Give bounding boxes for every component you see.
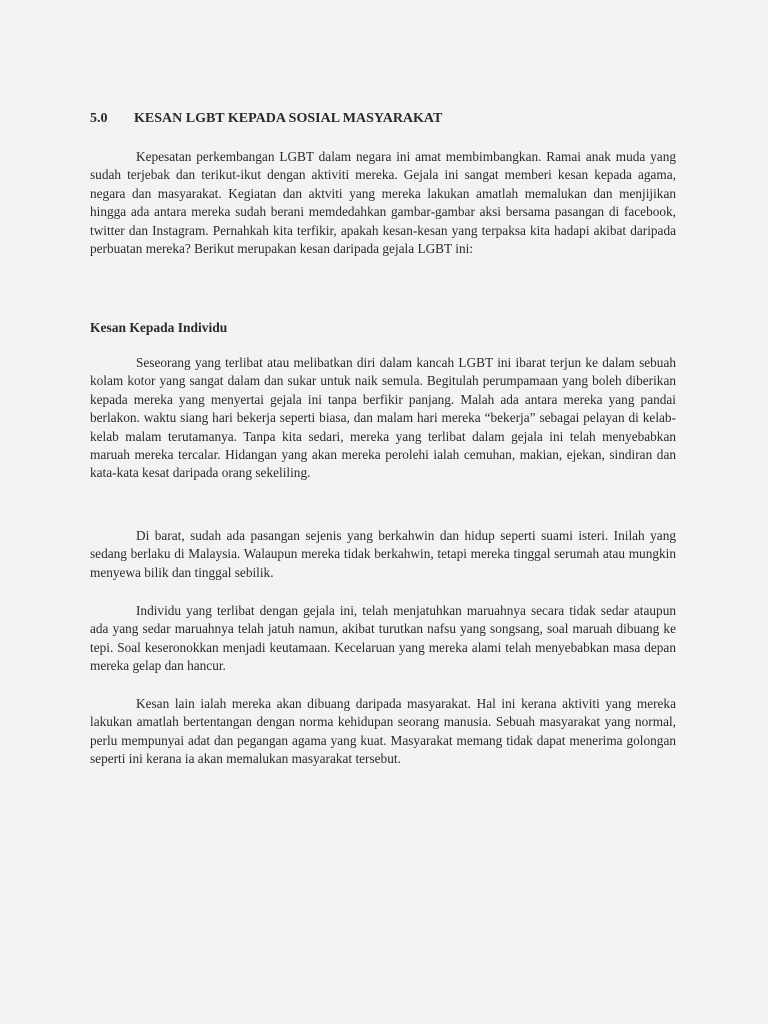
body-paragraph: Seseorang yang terlibat atau melibatkan diri dalam kancah LGBT ini ibarat terjun ke dalam sebuah kolam kotor yang sangat dalam dan sukar untuk naik semula. Begitulah perumpamaan yang boleh diberikan kepada mereka yang menyertai gejala ini tanpa berfikir panjang. Malah ada antara mereka yang pandai berlakon. waktu siang hari bekerja seperti biasa, dan malam hari mereka “bekerja” sebagai pelayan di kelab-kelab malam terutamanya. Tanpa kita sedari, mereka yang terlibat dalam gejala ini telah menyebabkan maruah mereka tercalar. Hidangan yang akan mereka perolehi ialah cemuhan, makian, ejekan, sindiran dan kata-kata kesat daripada orang sekeliling. [90,355,676,481]
body-paragraph: Individu yang terlibat dengan gejala ini, telah menjatuhkan maruahnya secara tidak sedar ataupun ada yang sedar maruahnya telah jatuh namun, akibat turutkan nafsu yang songsang, soal maruah dibuang ke tepi. Soal keseronokkan menjadi keutamaan. Kecelaruan yang mereka alami telah menyebabkan masa depan mereka gelap dan hancur. [90,603,676,674]
subsection-heading: Kesan Kepada Individu [90,320,228,335]
intro-paragraph: Kepesatan perkembangan LGBT dalam negara ini amat membimbangkan. Ramai anak muda yang sudah terjebak dan terikut-ikut dengan aktiviti mereka. Gejala ini sangat memberi kesan kepada agama, negara dan masyarakat. Kegiatan dan aktviti yang mereka lakukan amatlah memalukan dan menjijikan hingga ada antara mereka sudah berani memdedahkan gambar-gambar aksi bersama pasangan di facebook, twitter dan Instagram. Pernahkah kita terfikir, apakah kesan-kesan yang terpaksa kita hadapi akibat daripada perbuatan mereka? Berikut merupakan kesan daripada gejala LGBT ini: [90,149,676,257]
body-paragraph: Di barat, sudah ada pasangan sejenis yang berkahwin dan hidup seperti suami isteri. Inilah yang sedang berlaku di Malaysia. Walaupun mereka tidak berkahwin, tetapi mereka tinggal serumah atau mungkin menyewa bilik dan tinggal sebilik. [90,528,676,580]
section-number: 5.0 [90,111,108,126]
section-title: KESAN LGBT KEPADA SOSIAL MASYARAKAT [134,111,443,126]
section-heading [90,111,442,127]
body-paragraph: Kesan lain ialah mereka akan dibuang daripada masyarakat. Hal ini kerana aktiviti yang mereka lakukan amatlah bertentangan dengan norma kehidupan seorang manusia. Sebuah masyarakat yang normal, perlu mempunyai adat dan pegangan agama yang kuat. Masyarakat memang tidak dapat menerima golongan seperti ini kerana ia akan memalukan masyarakat tersebut. [90,696,676,767]
